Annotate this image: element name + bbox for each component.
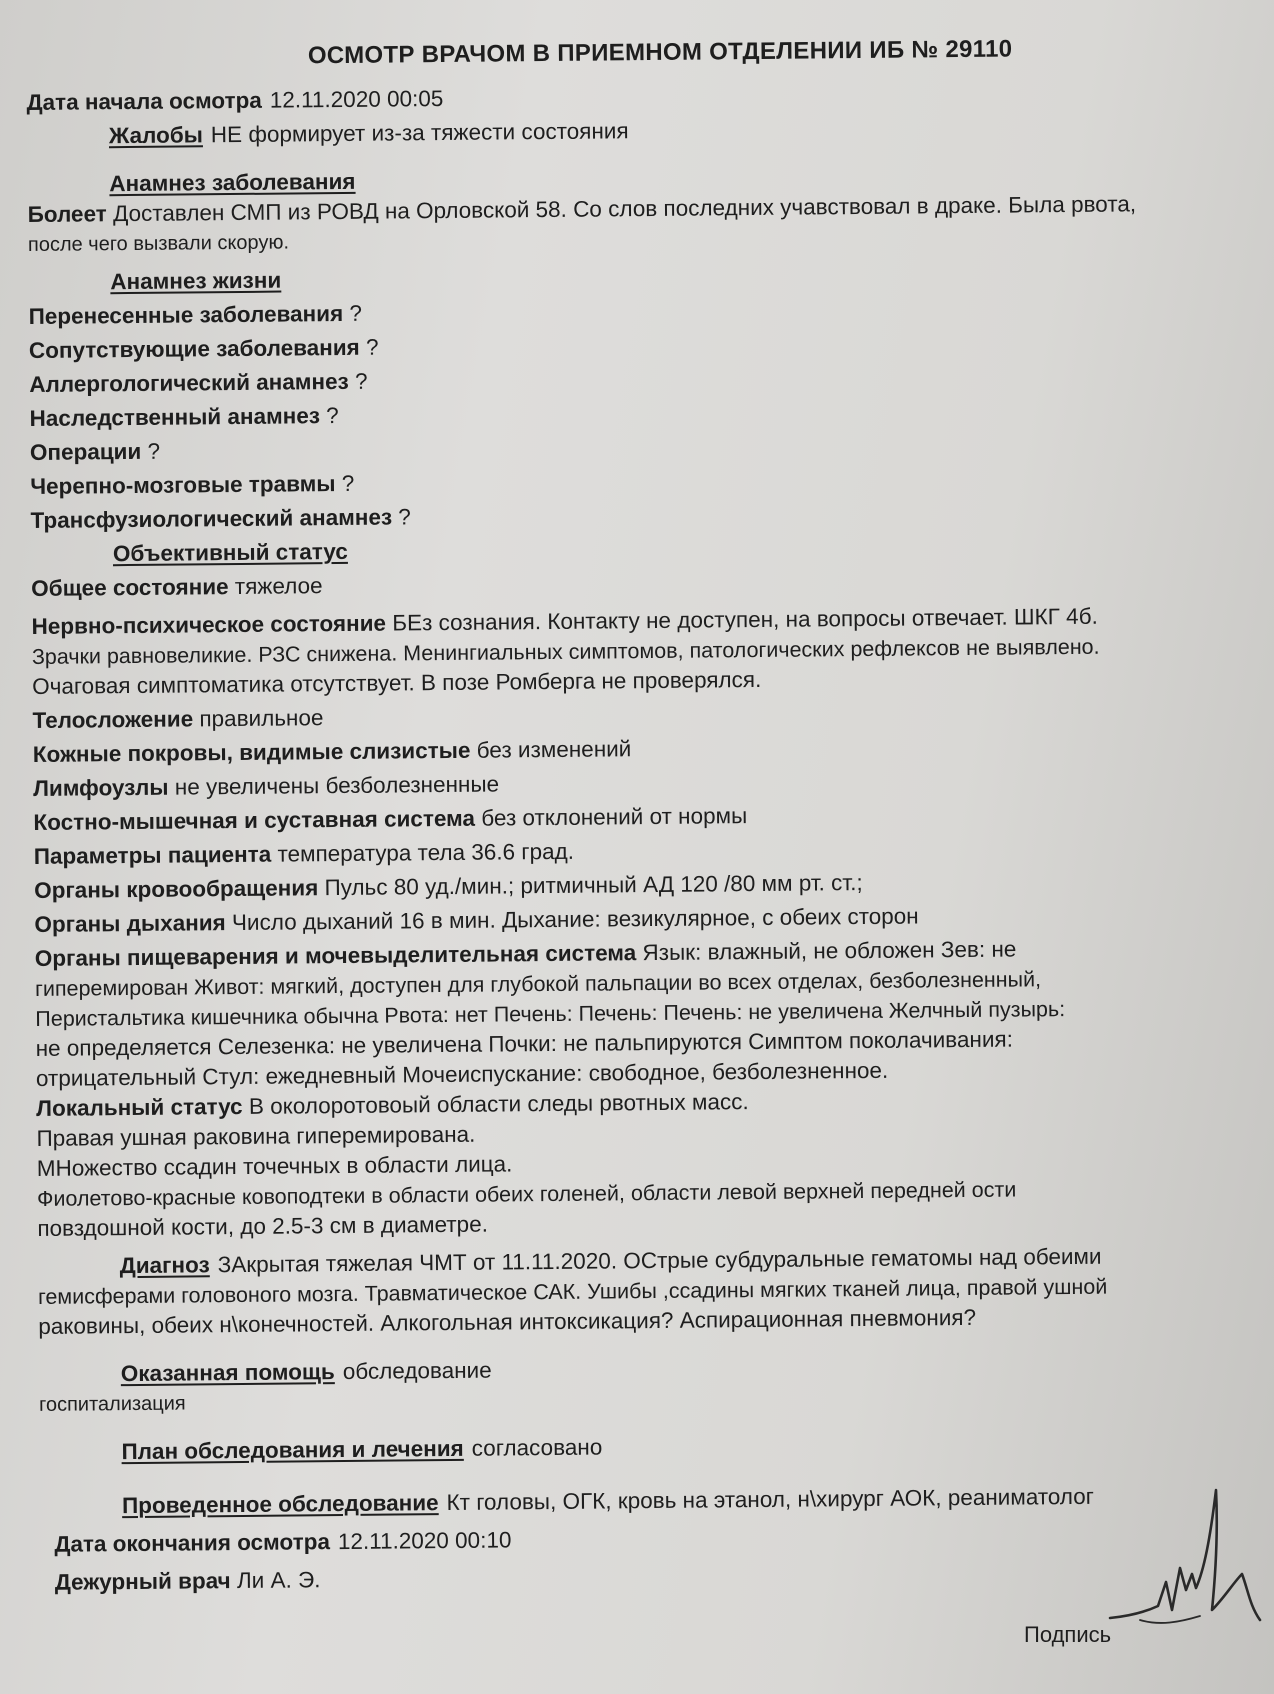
breathing-label: Органы дыхания	[34, 910, 226, 937]
history-life-item-value: ?	[147, 438, 161, 464]
digestion-line3: Перистальтика кишечника обычна Рвота: нет Печень: Печень: Печень: не увеличена Желчный пузырь:	[35, 997, 1066, 1031]
doctor-value: Ли А. Э.	[236, 1567, 321, 1594]
skin-value: без изменений	[476, 736, 632, 763]
history-life-item-value: ?	[341, 470, 355, 496]
history-disease-text1: Доставлен СМП из РОВД на Орловской 58. Со слов последних учавствовал в драке. Была рвота,	[112, 191, 1137, 227]
document-title: ОСМОТР ВРАЧОМ В ПРИЕМНОМ ОТДЕЛЕНИИ ИБ № 29110	[307, 35, 1013, 70]
build-label: Телосложение	[32, 706, 194, 733]
local-status-label: Локальный статус	[36, 1093, 243, 1121]
build-value: правильное	[199, 705, 324, 732]
doctor-label: Дежурный врач	[54, 1568, 231, 1595]
neuro-line3: Очаговая симптоматика отсутствует. В позе Ромберга не проверялся.	[32, 666, 762, 699]
exam-row	[40, 1480, 1268, 1522]
end-date-value: 12.11.2020 00:10	[337, 1527, 512, 1555]
neuro-text1: БЕз сознания. Контакту не доступен, на вопросы отвечает. ШКГ 4б.	[392, 603, 1098, 636]
history-life-item-label: Аллергологический анамнез	[29, 368, 349, 397]
diagnosis-line3: раковины, обеих н\конечностей. Алкогольная интоксикация? Аспирационная пневмония?	[38, 1304, 977, 1339]
history-life-item-label: Черепно-мозговые травмы	[30, 471, 336, 499]
history-life-heading-text: Анамнез жизни	[110, 267, 282, 295]
doctor-row	[41, 1556, 1269, 1598]
local-status-line4: Фиолетово-красные ковоподтеки в области обеих голеней, области левой верхней передней ости	[36, 1177, 1017, 1211]
digestion-line4: не определяется Селезенка: не увеличена Почки: не пальпируются Симптом поколачивания:	[35, 1026, 1013, 1061]
signature-icon	[1100, 1470, 1270, 1660]
lymph-label: Лимфоузлы	[33, 774, 169, 801]
digestion-text1: Язык: влажный, не обложен Зев: не	[642, 936, 1017, 966]
document-content	[26, 32, 1269, 1598]
general-state-value: тяжелое	[234, 573, 323, 600]
digestion-line2: гиперемирован Живот: мягкий, доступен для глубокой пальпации во всех отделах, безболезненный,	[34, 967, 1042, 1001]
neuro-line2: Зрачки равновеликие. РЗС снижена. Менингиальных симптомов, патологических рефлексов не выявлено.	[31, 634, 1100, 669]
plan-row	[39, 1426, 1267, 1468]
params-label: Параметры пациента	[33, 841, 272, 869]
end-date-row	[40, 1518, 1268, 1560]
digestion-line5: отрицательный Стул: ежедневный Мочеиспускание: свободное, безболезненное.	[35, 1057, 889, 1091]
end-date-label: Дата окончания осмотра	[54, 1529, 331, 1557]
help-value: обследование	[342, 1357, 492, 1385]
local-status-text1: В околоротовоый области следы рвотных масс.	[248, 1089, 749, 1119]
history-life-item-label: Наследственный анамнез	[29, 403, 321, 431]
history-life-item-label: Операции	[29, 438, 142, 465]
params-value: температура тела 36.6 град.	[277, 838, 575, 867]
lymph-value: не увеличены безболезненные	[174, 771, 500, 800]
diagnosis-text1: ЗАкрытая тяжелая ЧМТ от 11.11.2020. ОСтрые субдуральные гематомы над обеими	[217, 1243, 1102, 1278]
complaints-label: Жалобы	[108, 122, 203, 149]
exam-label: Проведенное обследование	[121, 1490, 439, 1519]
start-date-label: Дата начала осмотра	[26, 87, 262, 115]
history-life-item-label: Перенесенные заболевания	[28, 300, 344, 329]
diagnosis-line2: гемисферами головоного мозга. Травматическое САК. Ушибы ,ссадины мягких тканей лица, правой ушной	[37, 1274, 1108, 1309]
history-disease-label: Болеет	[27, 201, 107, 227]
history-life-item-label: Сопутствующие заболевания	[28, 334, 360, 363]
musculo-value: без отклонений от нормы	[481, 803, 748, 831]
plan-value: согласовано	[471, 1434, 603, 1461]
general-state-label: Общее состояние	[31, 574, 229, 601]
exam-value: Кт головы, ОГК, кровь на этанол, н\хирург АОК, реаниматолог	[446, 1483, 1095, 1516]
history-life-item-label: Трансфузиологический анамнез	[30, 504, 393, 533]
plan-label: План обследования и лечения	[121, 1435, 464, 1465]
history-disease-line2: после чего вызвали скорую.	[27, 231, 290, 256]
neuro-label: Нервно-психическое состояние	[31, 610, 387, 639]
history-life-item-value: ?	[398, 504, 411, 530]
help-label: Оказанная помощь	[120, 1359, 335, 1387]
digestion-label: Органы пищеварения и мочевыделительная система	[34, 940, 637, 971]
start-date-value: 12.11.2020 00:05	[269, 85, 444, 113]
general-state-row	[31, 562, 1259, 604]
complaints-row	[27, 110, 1255, 152]
skin-label: Кожные покровы, видимые слизистые	[32, 737, 471, 767]
signature-label: Подпись	[1024, 1622, 1112, 1647]
circulation-value: Пульс 80 уд./мин.; ритмичный АД 120 /80 мм рт. ст.;	[324, 870, 863, 901]
help-line2: госпитализация	[38, 1392, 186, 1416]
breathing-value: Число дыханий 16 в мин. Дыхание: везикулярное, с обеих сторон	[231, 903, 919, 936]
circulation-label: Органы кровообращения	[34, 875, 319, 903]
history-life-item-value: ?	[365, 334, 379, 360]
local-status-line3: МНожество ссадин точечных в области лица.	[36, 1151, 513, 1181]
complaints-value: НЕ формирует из-за тяжести состояния	[210, 118, 629, 148]
local-status-line5: повздошной кости, до 2.5-3 см в диаметре.	[37, 1211, 489, 1241]
local-status-line2: Правая ушная раковина гиперемирована.	[36, 1121, 476, 1151]
history-life-item-value: ?	[349, 300, 363, 326]
musculo-label: Костно-мышечная и суставная система	[33, 805, 476, 835]
objective-heading-text: Объективный статус	[112, 538, 348, 567]
history-life-item-value: ?	[354, 368, 368, 394]
history-life-item-value: ?	[326, 403, 339, 429]
diagnosis-label: Диагноз	[119, 1252, 210, 1279]
history-disease-heading-text: Анамнез заболевания	[109, 168, 356, 197]
